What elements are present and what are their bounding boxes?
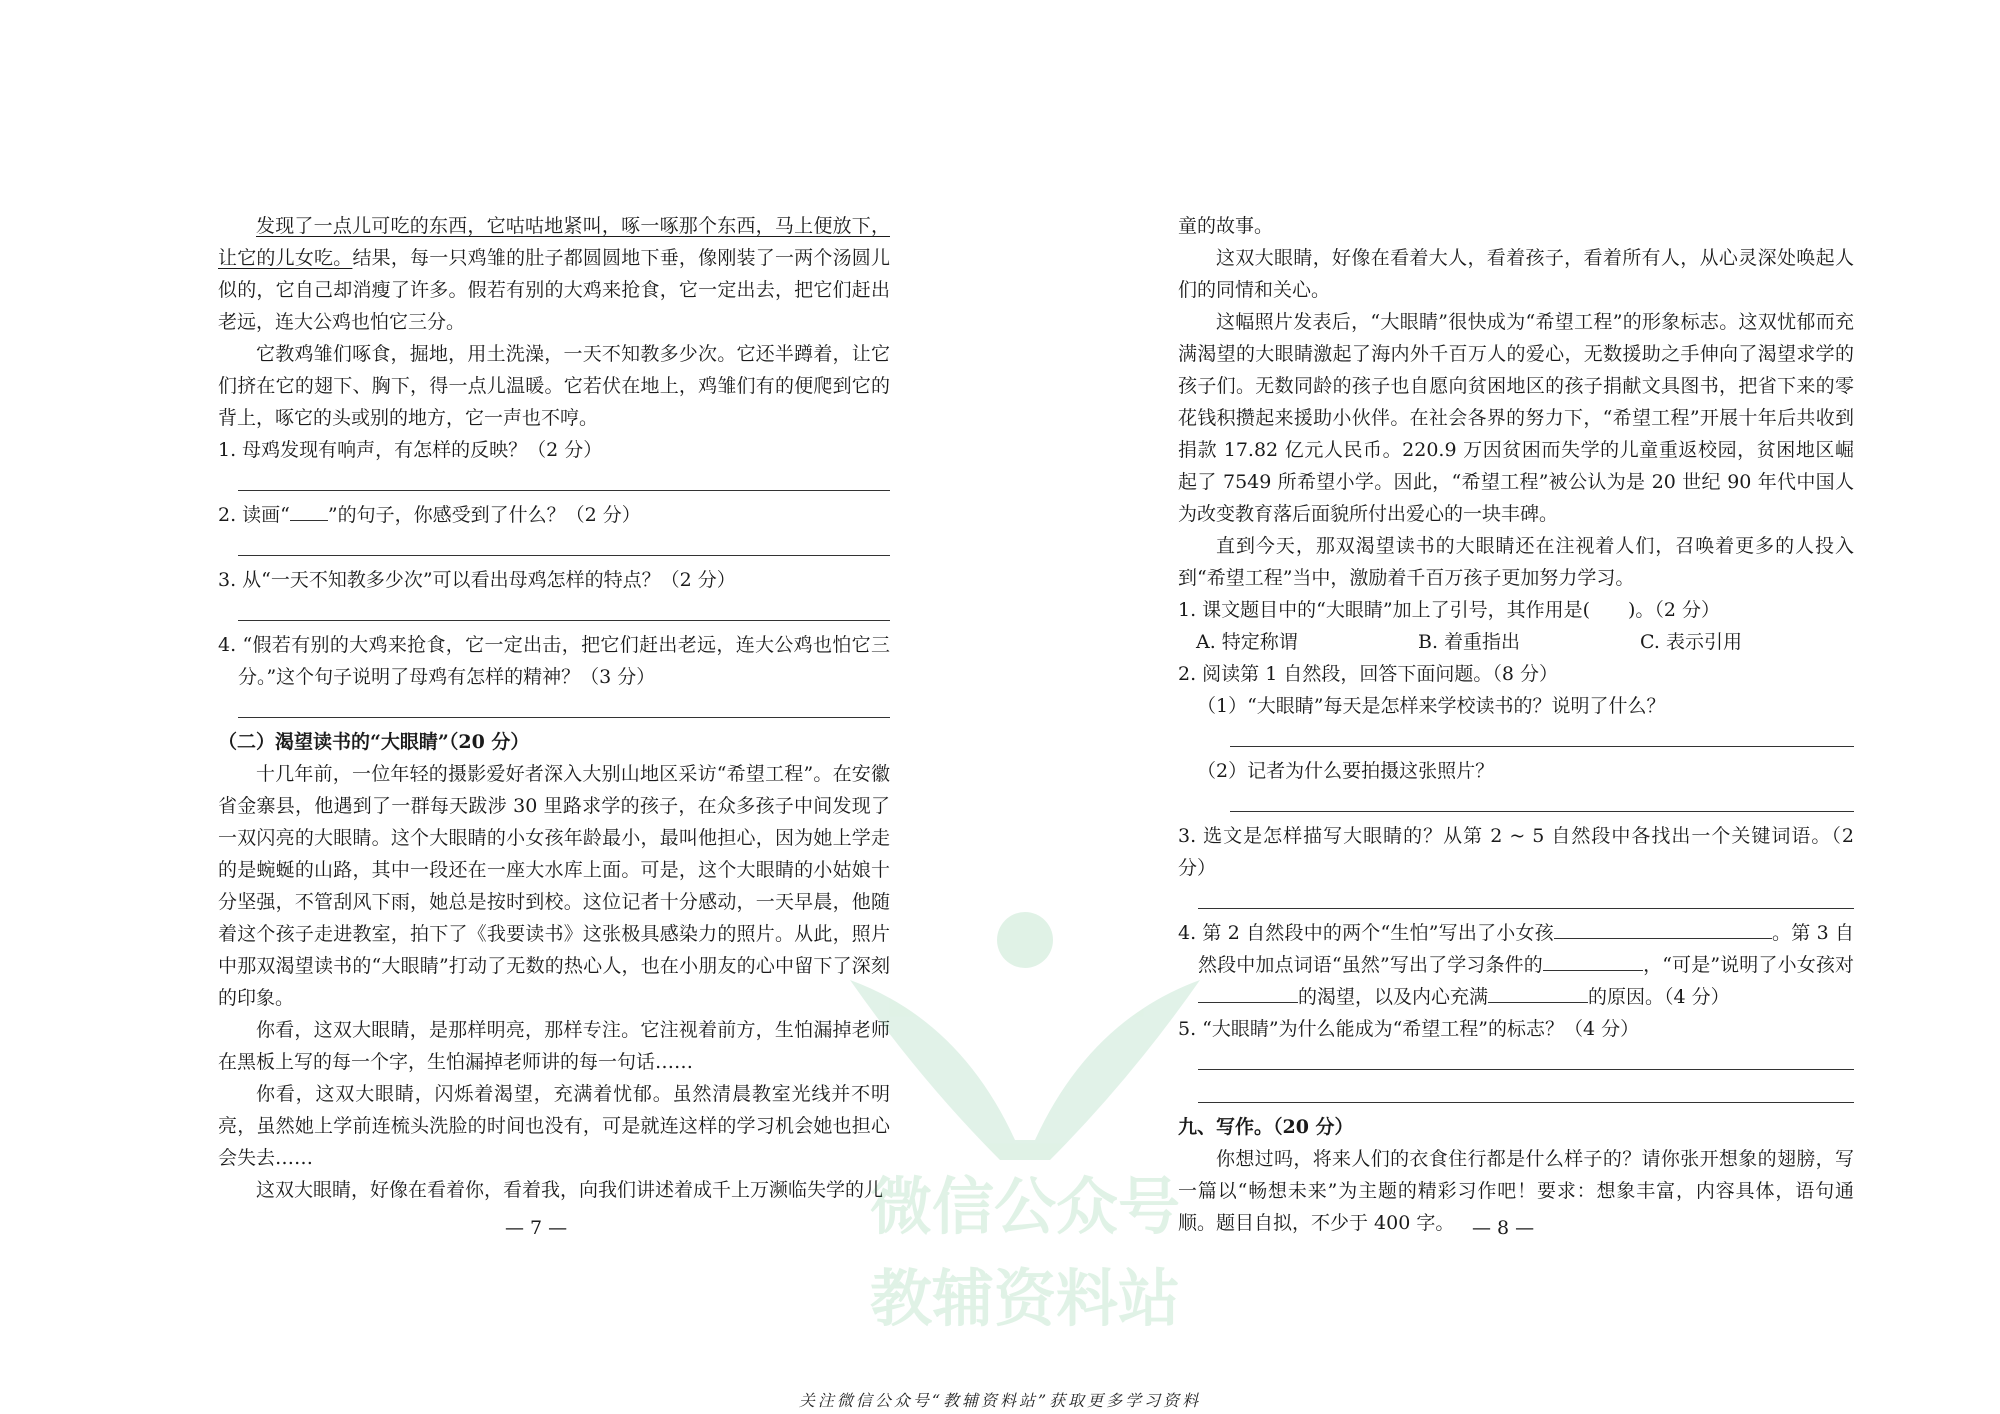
passage-paragraph-4: 这双大眼睛，好像在看着你，看着我，向我们讲述着成千上万濒临失学的儿 [256,1179,884,1201]
paragraph-hen-food: 发现了一点儿可吃的东西，它咕咕地紧叫，啄一啄那个东西，马上便放下，让它的儿女吃。结果，每一只鸡雏的肚子都圆圆地下垂，像刚装了一两个汤圆儿似的，它自己却消瘦了许多。假若有别的大鸡来抢食，它一定出去，把它们赶出老远，连大公鸡也怕它三分。 [218,215,890,333]
passage-paragraph-1: 十几年前，一位年轻的摄影爱好者深入大别山地区采访“希望工程”。在安徽省金寨县，他遇到了一群每天跋涉 30 里路求学的孩子，在众多孩子中间发现了一双闪亮的大眼睛。这个大眼睛的小女孩年龄最小，最叫他担心，因为她上学走的是蜿蜒的山路，其中一段还在一座大水库上面。可是，这个大眼睛的小姑娘十分坚强，不管刮风下雨，她总是按时到校。这位记者十分感动，一天早晨，他随着这个孩子走进教室，拍下了《我要读书》这张极具感染力的照片。从此，照片中那双渴望读书的“大眼睛”打动了无数的热心人，也在小朋友的心中留下了深刻的印象。 [218,763,890,1009]
left-page [218,210,890,1206]
writing-prompt: 你想过吗，将来人们的衣食住行都是什么样子的？请你张开想象的翅膀，写一篇以“畅想未来”为主题的精彩习作吧！要求：想象丰富，内容具体，语句通顺。题目自拟，不少于 400 字。 [1178,1148,1854,1234]
question-4: 4. “假若有别的大鸡来抢食，它一定出击，把它们赶出老远，连大公鸡也怕它三分。”这个句子说明了母鸡有怎样的精神？（3 分） [218,634,890,688]
answer-line-1[interactable] [238,466,890,491]
section-2-title: （二）渴望读书的“大眼睛”（20 分） [218,731,530,753]
option-a[interactable]: A. 特定称谓 [1196,631,1298,653]
watermark-dot-icon [997,912,1053,968]
blank-r4-3[interactable] [1198,984,1298,1003]
blank-r4-4[interactable] [1488,984,1588,1003]
passage-paragraph-6: 这幅照片发表后，“大眼睛”很快成为“希望工程”的形象标志。这双忧郁而充满渴望的大眼睛激起了海内外千百万人的爱心，无数援助之手伸向了渴望求学的孩子们。无数同龄的孩子也自愿向贫困地区的孩子捐献文具图书，把省下来的零花钱积攒起来援助小伙伴。在社会各界的努力下，“希望工程”开展十年后共收到捐款 17.82 亿元人民币。220.9 万因贫困而失学的儿童重返校园，贫困地区崛起了 7549 所希望小学。因此，“希望工程”被公认为是 20 世纪 90 年代中国人为改变教育落后面貌所付出爱心的一块丰碑。 [1178,311,1854,525]
section-9-title: 九、写作。（20 分） [1178,1116,1354,1138]
option-c[interactable]: C. 表示引用 [1640,631,1742,653]
answer-line-4[interactable] [238,693,890,718]
answer-line-2[interactable] [238,531,890,556]
answer-line-r5-b[interactable] [1198,1078,1854,1103]
answer-line-r5-a[interactable] [1198,1045,1854,1070]
passage-paragraph-2: 你看，这双大眼睛，是那样明亮，那样专注。它注视着前方，生怕漏掉老师在黑板上写的每一个字，生怕漏掉老师讲的每一句话…… [218,1019,890,1073]
answer-line-r2-2[interactable] [1230,787,1854,812]
question-r1: 1. 课文题目中的“大眼睛”加上了引号，其作用是( )。（2 分） [1178,599,1721,621]
footer-note: 关注微信公众号“教辅资料站”获取更多学习资料 [798,1391,1202,1410]
paragraph-hen-teach: 它教鸡雏们啄食，掘地，用土洗澡，一天不知教多少次。它还半蹲着，让它们挤在它的翅下、胸下，得一点儿温暖。它若伏在地上，鸡雏们有的便爬到它的背上，啄它的头或别的地方，它一声也不哼。 [218,343,890,429]
question-1: 1. 母鸡发现有响声，有怎样的反映？（2 分） [218,439,603,461]
answer-line-3[interactable] [238,596,890,621]
watermark-text-2: 教辅资料站 [869,1262,1181,1330]
question-r2-1: （1）“大眼睛”每天是怎样来学校读书的？说明了什么？ [1197,695,1666,717]
page-number-right: — 8 — [1472,1217,1535,1239]
option-b[interactable]: B. 着重指出 [1418,631,1521,653]
passage-paragraph-7: 直到今天，那双渴望读书的大眼睛还在注视着人们，召唤着更多的人投入到“希望工程”当中，激励着千百万孩子更加努力学习。 [1178,535,1854,589]
right-page [1178,210,1854,1239]
question-r1-options [1178,626,1854,658]
answer-line-r2-1[interactable] [1230,722,1854,747]
passage-paragraph-3: 你看，这双大眼睛，闪烁着渴望，充满着忧郁。虽然清晨教室光线并不明亮，虽然她上学前连梳头洗脸的时间也没有，可是就连这样的学习机会她也担心会失去…… [218,1083,890,1169]
blank-r4-1[interactable] [1554,920,1772,939]
page-number-left: — 7 — [505,1217,568,1239]
underlined-sentence: 发现了一点儿可吃的东西，它咕咕地紧叫，啄一啄那个东西，马上便放下，让它的儿女吃。 [218,215,890,269]
question-r5: 5. “大眼睛”为什么能成为“希望工程”的标志？（4 分） [1178,1018,1640,1040]
passage-paragraph-5: 这双大眼睛，好像在看着大人，看着孩子，看着所有人，从心灵深处唤起人们的同情和关心。 [1178,247,1854,301]
question-r4: 4. 第 2 自然段中的两个“生怕”写出了小女孩 。第 3 自然段中加点词语“虽然”写出了学习条件的 ，“可是”说明了小女孩对的渴望，以及内心充满 的原因。（4 分） [1178,922,1855,1008]
question-r2: 2. 阅读第 1 自然段，回答下面问题。（8 分） [1178,663,1558,685]
question-3: 3. 从“一天不知教多少次”可以看出母鸡怎样的特点？（2 分） [218,569,736,591]
question-2: 2. 读画“ ”的句子，你感受到了什么？（2 分） [218,504,641,526]
underline-mark [290,502,328,521]
question-r2-2: （2）记者为什么要拍摄这张照片？ [1197,760,1495,782]
watermark-leaf-icon [850,980,1200,1160]
watermark-text-1: 微信公众号 [869,1170,1181,1243]
question-r3: 3. 选文是怎样描写大眼睛的？从第 2 ~ 5 自然段中各找出一个关键词语。（2 分） [1178,825,1854,879]
blank-r4-2[interactable] [1543,952,1643,971]
passage-continued: 童的故事。 [1178,215,1274,237]
answer-line-r3[interactable] [1198,884,1854,909]
